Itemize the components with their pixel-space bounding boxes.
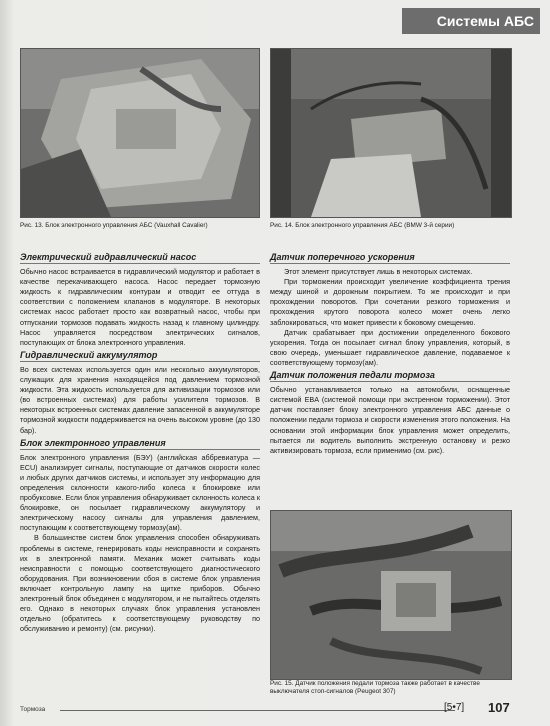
heading-accumulator: Гидравлический аккумулятор: [20, 350, 260, 362]
figure-13-photo: [20, 48, 260, 218]
paragraph-pedal-sensor: Обычно устанавливается только на автомобили, оснащенные системой EBA (системой помощи при экстренном торможении). Этот датчик поставляет блоку электронного управления АБС данные о положении педали тормоза и скорости изменения этого положения. На основании этой информации блок управления может определить, пытается ли водитель выполнить экстренную остановку и резко активизировать тормоза, если применимо (см. рис).: [270, 385, 510, 455]
figure-15-caption: Рис. 15. Датчик положения педали тормоза также работает в качестве выключателя стоп-сигналов (Peugeot 307): [270, 680, 480, 695]
paragraph-ecu-diagnostics: В большинстве систем блок управления способен обнаруживать проблемы в системе, генерировать коды неисправности и сохранять их в электронной памяти. Механик может считывать коды неисправности с помощью соответствующего диагностического оборудования. При возникновении сбоя в системе блок управления включает контрольную лампу на щитке приборов. Обычно электронный блок объединен с модулятором, и не пытайтесь отделять его. Однако в некоторых случаях блок управления установлен отдельно (обратитесь к соответствующему руководству по обслуживанию и ремонту) (см. рисунки).: [20, 533, 260, 634]
paragraph-ecu: Блок электронного управления (БЭУ) (английская аббревиатура — ECU) анализирует сигналы, поступающие от датчиков скорости колес и любых других датчиков системы, и использует эту информацию для определения склонности какого-либо колеса к блокировке или пробуксовке. Если блок управления обнаруживает склонность колеса к блокировке, он посылает гидравлическому аккумулятору и электрическому насосу сигналы для управления давлением, поступающим к соответствующему тормозу(ам).: [20, 452, 260, 533]
paragraph-lateral-trigger: Датчик срабатывает при достижении определенного бокового ускорения. Тогда он посылает сигнал блоку управления, который, в свою очередь, уменьшает гидравлическое давление, подаваемое к соответствующему тормозу(ам).: [270, 327, 510, 367]
figure-14-caption: Рис. 14. Блок электронного управления АБС (BMW 3-й серии): [270, 222, 455, 229]
figure-13-caption: Рис. 13. Блок электронного управления АБС (Vauxhall Cavalier): [20, 222, 208, 229]
footer-chapter: Тормоза: [20, 706, 46, 713]
footer-section: [5•7]: [444, 702, 465, 713]
heading-lateral-sensor: Датчик поперечного ускорения: [270, 252, 510, 264]
heading-ecu: Блок электронного управления: [20, 438, 260, 450]
paragraph-accumulator: Во всех системах используется один или несколько аккумуляторов, служащих для хранения находящейся под давлением тормозной жидкости. Эта жидкость используется для активизации тормозов или (во встроенных системах) для работы усилителя тормозов. В некоторых встроенных системах давление запасенной в аккумуляторе тормозной жидкости поддерживается на очень высоком уровне (до 130 бар).: [20, 364, 260, 435]
right-column: [270, 250, 510, 456]
figure-14-photo: [270, 48, 512, 218]
figure-15-photo: [270, 510, 512, 680]
footer-divider: [60, 710, 455, 711]
abs-control-unit-photo: [21, 49, 259, 217]
page-number: 107: [488, 700, 510, 715]
paragraph-lateral-intro: Этот элемент присутствует лишь в некоторых системах.: [284, 267, 473, 277]
paragraph-electric-pump: Обычно насос встраивается в гидравлический модулятор и работает в качестве перекачивающего насоса. Насос передает тормозную жидкость к гидравлическим контурам и отводит ее оттуда в соответствии с положением клапанов в модуляторе. В некоторых системах насос работает просто как возвратный насос, чтобы при отпускании тормозов подавать жидкость назад к главному цилиндру. Насос управляется посредством электрических сигналов, поступающих от блока электронного управления.: [20, 267, 260, 347]
heading-pedal-sensor: Датчик положения педали тормоза: [270, 370, 510, 382]
left-column: [20, 250, 260, 634]
heading-electric-pump: Электрический гидравлический насос: [20, 252, 260, 264]
brake-pedal-sensor-photo: [271, 511, 511, 679]
bmw-abs-unit-photo: [271, 49, 511, 217]
section-title: Системы АБС: [402, 8, 540, 34]
paragraph-lateral-friction: При торможении происходит увеличение коэффициента трения между шиной и дорожным покрытием. То же происходит и при прохождении поворотов. При сочетании резкого торможения и прохождения крутого поворота колесо может очень легко заблокироваться, что может привести к боковому смещению.: [270, 277, 510, 327]
